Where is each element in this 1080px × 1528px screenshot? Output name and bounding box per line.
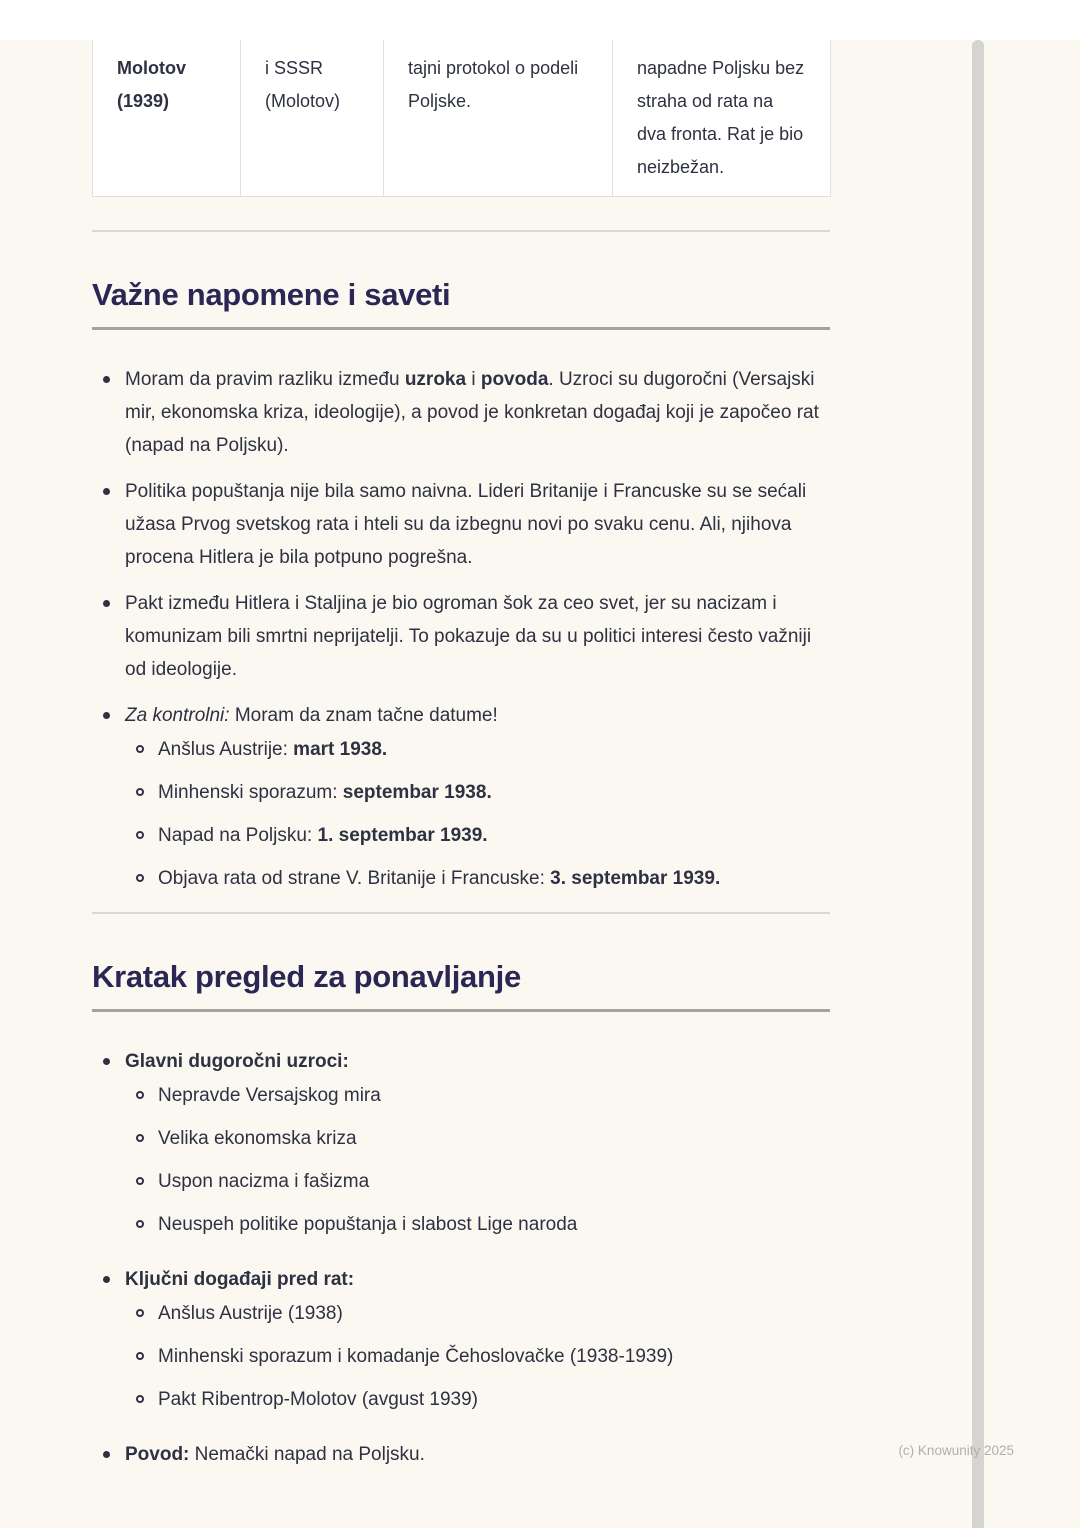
table-cell xyxy=(384,40,613,197)
list-item xyxy=(125,819,830,852)
list-item xyxy=(92,363,830,462)
text-segment-italic: Za kontrolni: xyxy=(125,705,230,726)
text-segment: Pakt između Hitlera i Staljina je bio ogroman šok za ceo svet, jer su nacizam i komunizam bili smrtni neprijatelji. To pokazuje da su u politici interesi često važniji od ideologije. xyxy=(125,593,812,680)
list-item xyxy=(92,1263,830,1416)
watermark: (c) Knowunity 2025 xyxy=(898,1443,1014,1458)
table-cell xyxy=(241,40,384,197)
text-segment: Velika ekonomska kriza xyxy=(158,1128,357,1149)
section-title-notes: Važne napomene i saveti xyxy=(92,277,451,312)
list-item xyxy=(92,475,830,574)
text-segment: Nepravde Versajskog mira xyxy=(158,1085,381,1106)
text-segment: Nemački napad na Poljsku. xyxy=(189,1444,425,1465)
text-segment: Uspon nacizma i fašizma xyxy=(158,1171,370,1192)
list-item xyxy=(125,733,830,766)
document-page xyxy=(0,40,1080,1528)
viewport-top-gap xyxy=(0,0,1080,40)
list-item xyxy=(125,1122,830,1155)
text-segment: Moram da pravim razliku između xyxy=(125,369,405,390)
text-segment-bold: uzroka xyxy=(404,369,467,390)
date-value: mart 1938. xyxy=(293,739,388,760)
table-cell xyxy=(613,40,831,197)
table-row xyxy=(93,40,831,197)
text-segment: Moram da znam tačne datume! xyxy=(229,705,498,726)
text-segment: Pakt Ribentrop-Molotov (avgust 1939) xyxy=(158,1389,478,1410)
date-label: Anšlus Austrije: xyxy=(158,739,294,760)
sublist xyxy=(125,1079,830,1241)
text-segment: Anšlus Austrije (1938) xyxy=(158,1303,343,1324)
section-divider xyxy=(92,230,830,232)
table-cell-text: napadne Poljsku bez straha od rata na dva fronta. Rat je bio neizbežan. xyxy=(637,58,805,177)
list-item xyxy=(125,1208,830,1241)
list-item xyxy=(125,1297,830,1330)
table-cell xyxy=(93,40,241,197)
list-item xyxy=(125,776,830,809)
list-item xyxy=(125,862,830,895)
list-item xyxy=(92,1045,830,1241)
text-segment: Politika popuštanja nije bila samo naivna. Lideri Britanije i Francuske su se sećali užasa Prvog svetskog rata i hteli su da izbegnu novi po svaku cenu. Ali, njihova procena Hitlera je bila potpuno pogrešna. xyxy=(125,481,807,568)
table-cell-text: Molotov (1939) xyxy=(117,58,186,111)
group-heading: Ključni događaji pred rat: xyxy=(125,1269,355,1290)
text-segment: Minhenski sporazum i komadanje Čehoslovačke (1938-1939) xyxy=(158,1346,674,1367)
summary-table xyxy=(92,40,831,197)
dates-sublist xyxy=(125,733,830,895)
text-segment-bold: Povod: xyxy=(125,1444,190,1465)
list-item xyxy=(125,1079,830,1112)
date-label: Napad na Poljsku: xyxy=(158,825,318,846)
group-heading: Glavni dugoročni uzroci: xyxy=(125,1051,349,1072)
document-content xyxy=(92,40,830,1471)
sublist xyxy=(125,1297,830,1416)
date-value: 1. septembar 1939. xyxy=(317,825,488,846)
list-item xyxy=(92,587,830,686)
list-item xyxy=(125,1340,830,1373)
notes-list xyxy=(92,330,830,895)
list-item xyxy=(125,1165,830,1198)
text-segment-bold: povoda xyxy=(480,369,549,390)
date-label: Minhenski sporazum: xyxy=(158,782,343,803)
text-segment: i xyxy=(466,369,481,390)
list-item xyxy=(125,1383,830,1416)
date-value: septembar 1938. xyxy=(342,782,492,803)
scrollbar[interactable] xyxy=(972,40,984,1528)
section-title-review: Kratak pregled za ponavljanje xyxy=(92,959,521,994)
scrollbar-thumb[interactable] xyxy=(972,40,984,1528)
list-item xyxy=(92,1438,830,1471)
table-cell-text: i SSSR (Molotov) xyxy=(265,58,341,111)
text-segment: Neuspeh politike popuštanja i slabost Lige naroda xyxy=(158,1214,578,1235)
date-value: 3. septembar 1939. xyxy=(550,868,721,889)
review-list xyxy=(92,1012,830,1471)
list-item xyxy=(92,699,830,895)
section-divider xyxy=(92,912,830,914)
date-label: Objava rata od strane V. Britanije i Francuske: xyxy=(158,868,551,889)
table-cell-text: tajni protokol o podeli Poljske. xyxy=(408,58,579,111)
text-segment: . Uzroci su dugoročni (Versajski mir, ekonomska kriza, ideologije), a povod je konkretan događaj koji je započeo rat (napad na Poljsku). xyxy=(125,369,819,456)
